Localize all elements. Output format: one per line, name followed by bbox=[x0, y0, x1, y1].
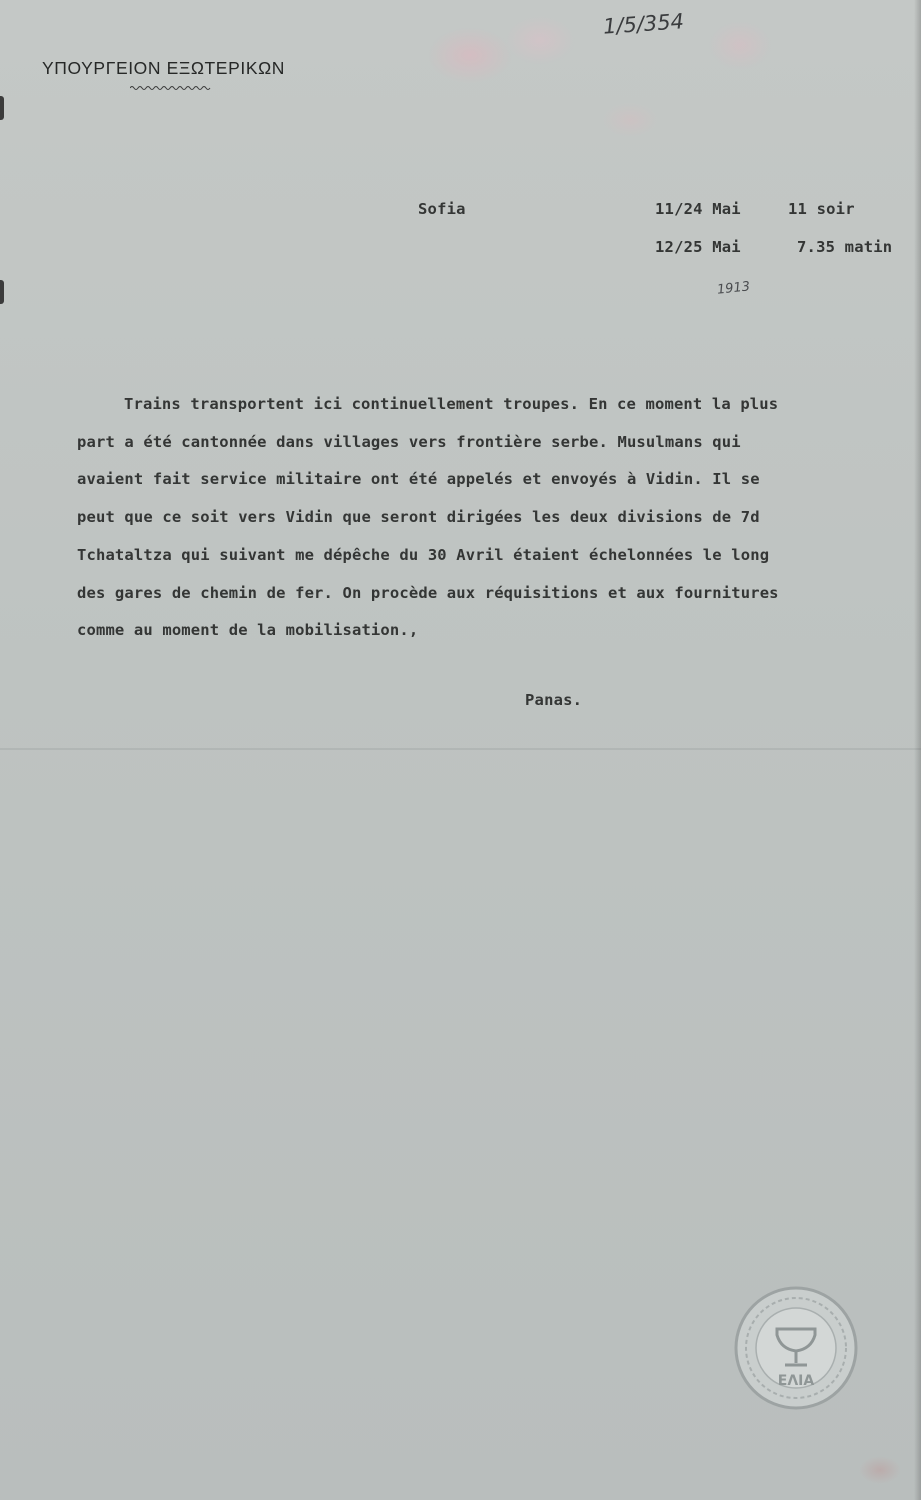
year-annotation: 1913 bbox=[716, 279, 751, 298]
telegram-place: Sofia bbox=[418, 200, 466, 218]
body-line: des gares de chemin de fer. On procède aux réquisitions et aux fournitures bbox=[77, 583, 779, 602]
stamp-text: ΕΛΙΑ bbox=[777, 1373, 815, 1389]
ministry-letterhead: ΥΠΟΥΡΓΕΙΟΝ ΕΞΩΤΕΡΙΚΩΝ bbox=[42, 58, 286, 78]
telegram-date-2: 12/25 Mai bbox=[655, 238, 741, 256]
telegram-time-1: 11 soir bbox=[788, 200, 855, 218]
body-line: Tchataltza qui suivant me dépêche du 30 Avril étaient échelonnées le long bbox=[77, 545, 770, 564]
binding-hole bbox=[0, 96, 4, 120]
body-line: part a été cantonnée dans villages vers frontière serbe. Musulmans qui bbox=[77, 432, 741, 451]
body-line: avaient fait service militaire ont été appelés et envoyés à Vidin. Il se bbox=[77, 470, 760, 489]
binding-hole bbox=[0, 280, 4, 304]
telegram-date-1: 11/24 Mai bbox=[655, 200, 741, 218]
archive-stamp-icon bbox=[733, 1285, 859, 1411]
body-line: comme au moment de la mobilisation., bbox=[77, 621, 419, 640]
telegram-body bbox=[77, 386, 921, 650]
signature: Panas. bbox=[525, 691, 583, 709]
paper-fold bbox=[0, 748, 921, 750]
paper-edge-shadow bbox=[914, 0, 921, 1500]
archive-reference: 1/5/354 bbox=[602, 9, 685, 39]
body-line: peut que ce soit vers Vidin que seront dirigées les deux divisions de 7d bbox=[77, 508, 760, 527]
letterhead-underline bbox=[130, 84, 212, 92]
telegram-time-2: 7.35 matin bbox=[797, 238, 893, 256]
body-line: Trains transportent ici continuellement troupes. En ce moment la plus bbox=[124, 395, 779, 413]
